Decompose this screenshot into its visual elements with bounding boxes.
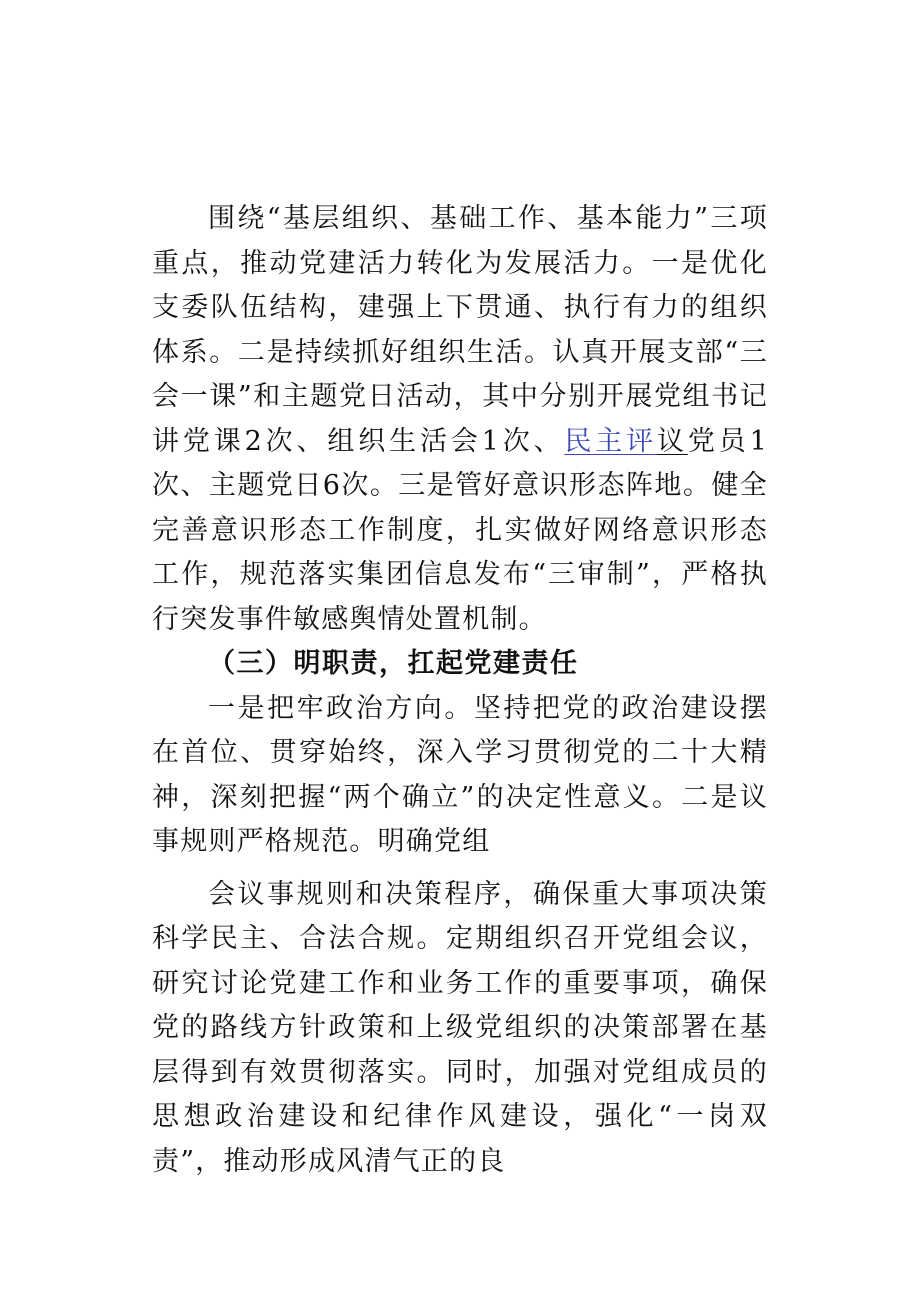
paragraph-gap bbox=[152, 865, 768, 873]
democratic-evaluation-link[interactable]: 民主评 bbox=[564, 425, 658, 457]
paragraph1-text-after-link: 党员1次、主题党日6次。三是管好意识形态阵地。健全完善意识形态工作制度，扎实做好网络意识形态工作，规范落实集团信息发布“三审制”，严格执行突发事件敏感舆情处置机制。 bbox=[152, 425, 769, 635]
document-page bbox=[152, 197, 768, 1184]
paragraph1-text-before-link: 围绕“基层组织、基础工作、基本能力”三项重点，推动党建活力转化为发展活力。一是优化支委队伍结构，建强上下贯通、执行有力的组织体系。二是持续抓好组织生活。认真开展支部“三会一课”和主题党日活动，其中分别开展党组书记讲党课2次、组织生活会1次、 bbox=[152, 203, 768, 457]
paragraph-political-direction: 一是把牢政治方向。坚持把党的政治建设摆在首位、贯穿始终，深入学习贯彻党的二十大精神，深刻把握“两个确立”的决定性意义。二是议事规则严格规范。明确党组 bbox=[152, 692, 768, 857]
section-heading: （三）明职责，扛起党建责任 bbox=[208, 648, 579, 679]
underlined-character: 议 bbox=[657, 425, 688, 457]
paragraph-rules-procedures: 会议事规则和决策程序，确保重大事项决策科学民主、合法合规。定期组织召开党组会议，研究讨论党建工作和业务工作的重要事项，确保党的路线方针政策和上级党组织的决策部署在基层得到有效贯彻落实。同时，加强对党组成员的思想政治建设和纪律作风建设，强化“一岗双责”，推动形成风清气正的良 bbox=[152, 878, 768, 1177]
paragraph-party-building-activity bbox=[152, 197, 768, 642]
